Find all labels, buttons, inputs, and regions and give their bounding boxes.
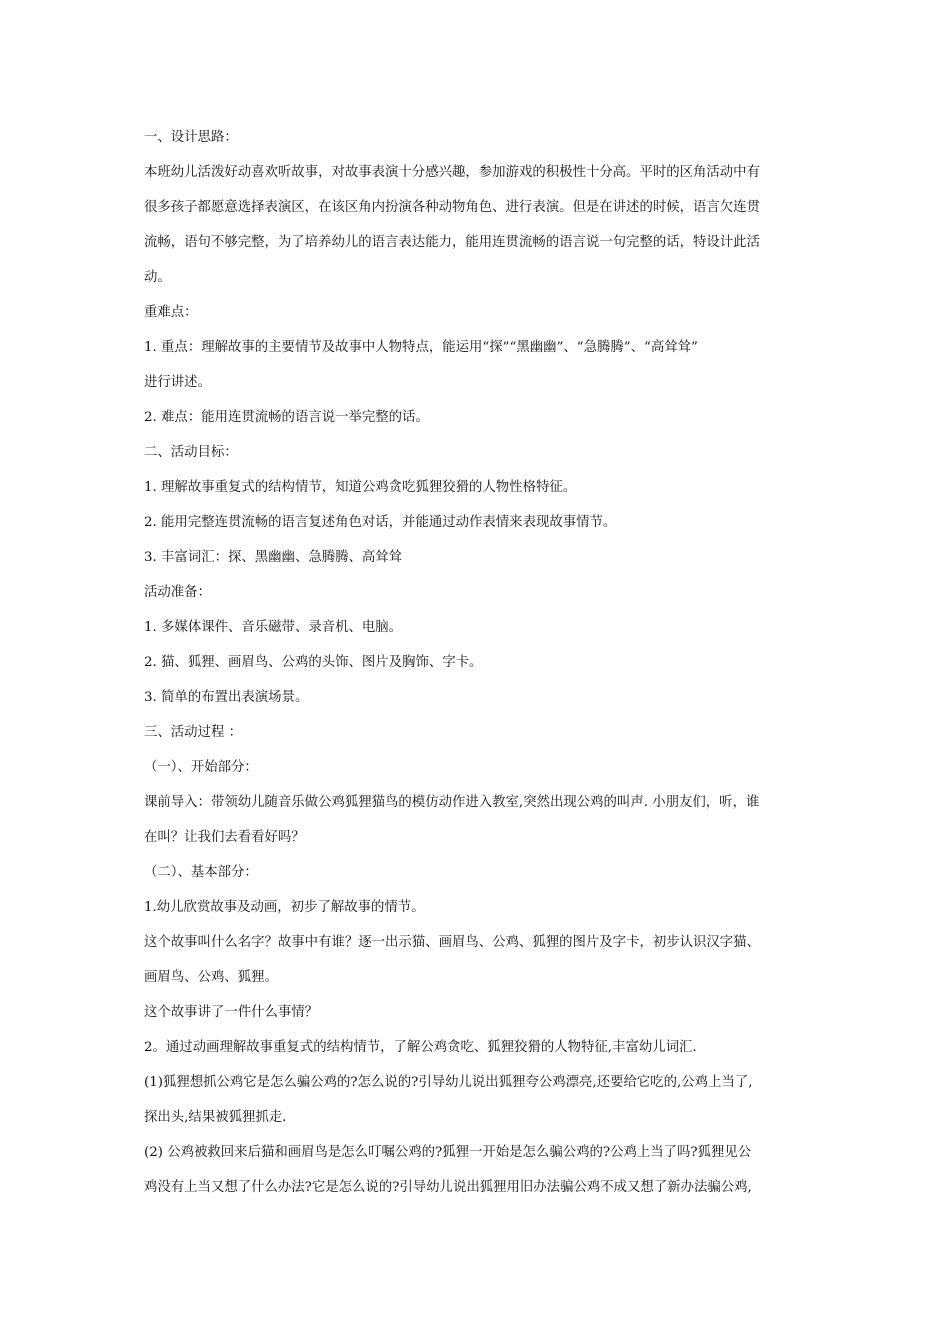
paragraph-line: 在叫？让我们去看看好吗？ <box>144 830 305 845</box>
list-item-continuation: 进行讲述。 <box>144 375 211 390</box>
list-item: 2。通过动画理解故事重复式的结构情节，了解公鸡贪吃、狐狸狡猾的人物特征,丰富幼儿词汇. <box>144 1040 697 1055</box>
paragraph-line: 本班幼儿活泼好动喜欢听故事，对故事表演十分感兴趣，参加游戏的积极性十分高。平时的区角活动中有 <box>144 165 760 180</box>
list-item: 2. 能用完整连贯流畅的语言复述角色对话，并能通过动作表情来表现故事情节。 <box>144 515 617 530</box>
paragraph-line: 这个故事叫什么名字？故事中有谁？逐一出示猫、画眉鸟、公鸡、狐狸的图片及字卡，初步认识汉字猫、 <box>144 935 760 950</box>
paragraph-line: 动。 <box>144 270 171 285</box>
document-body <box>144 120 812 1205</box>
paragraph-line: 鸡没有上当又想了什么办法?它是怎么说的?引导幼儿说出狐狸用旧办法骗公鸡不成又想了新办法骗公鸡, <box>144 1180 752 1195</box>
paragraph-line: 很多孩子都愿意选择表演区，在该区角内扮演各种动物角色、进行表演。但是在讲述的时候，语言欠连贯 <box>144 200 760 215</box>
subsection-heading-start: （一）、开始部分： <box>144 760 258 775</box>
paragraph-line: 画眉鸟、公鸡、狐狸。 <box>144 970 278 985</box>
list-item: 1. 理解故事重复式的结构情节，知道公鸡贪吃狐狸狡猾的人物性格特征。 <box>144 480 577 495</box>
list-item: 3. 丰富词汇：探、黑幽幽、急腾腾、高耸耸 <box>144 550 403 565</box>
paragraph-line: 这个故事讲了一件什么事情？ <box>144 1005 319 1020</box>
paragraph-line: (2) 公鸡被救回来后猫和画眉鸟是怎么叮嘱公鸡的?狐狸一开始是怎么骗公鸡的?公鸡上当了吗?狐狸见公 <box>144 1145 752 1160</box>
section-heading-goals: 二、活动目标： <box>144 445 238 460</box>
paragraph-line: 课前导入：带领幼儿随音乐做公鸡狐狸猫鸟的模仿动作进入教室,突然出现公鸡的叫声. 小朋友们，听，谁 <box>144 795 760 810</box>
section-heading-design-idea: 一、设计思路： <box>144 130 238 145</box>
paragraph-line: (1)狐狸想抓公鸡它是怎么骗公鸡的?怎么说的?引导幼儿说出狐狸夸公鸡漂亮,还要给它吃的,公鸡上当了, <box>144 1075 753 1090</box>
list-item: 1. 多媒体课件、音乐磁带、录音机、电脑。 <box>144 620 403 635</box>
section-heading-key-points: 重难点： <box>144 305 198 320</box>
section-heading-preparation: 活动准备： <box>144 585 211 600</box>
list-item: 1. 重点：理解故事的主要情节及故事中人物特点，能运用“探”“黑幽幽”、“急腾腾”、“高耸耸” <box>144 340 698 355</box>
paragraph-line: 探出头,结果被狐狸抓走. <box>144 1110 287 1125</box>
list-item: 1.幼儿欣赏故事及动画，初步了解故事的情节。 <box>144 900 425 915</box>
list-item: 3. 简单的布置出表演场景。 <box>144 690 309 705</box>
paragraph-line: 流畅，语句不够完整，为了培养幼儿的语言表达能力，能用连贯流畅的语言说一句完整的话，特设计此活 <box>144 235 760 250</box>
list-item: 2. 难点：能用连贯流畅的语言说一举完整的话。 <box>144 410 429 425</box>
subsection-heading-basic: （二）、基本部分： <box>144 865 258 880</box>
section-heading-process: 三、活动过程 ： <box>144 725 242 740</box>
list-item: 2. 猫、狐狸、画眉鸟、公鸡的头饰、图片及胸饰、字卡。 <box>144 655 483 670</box>
